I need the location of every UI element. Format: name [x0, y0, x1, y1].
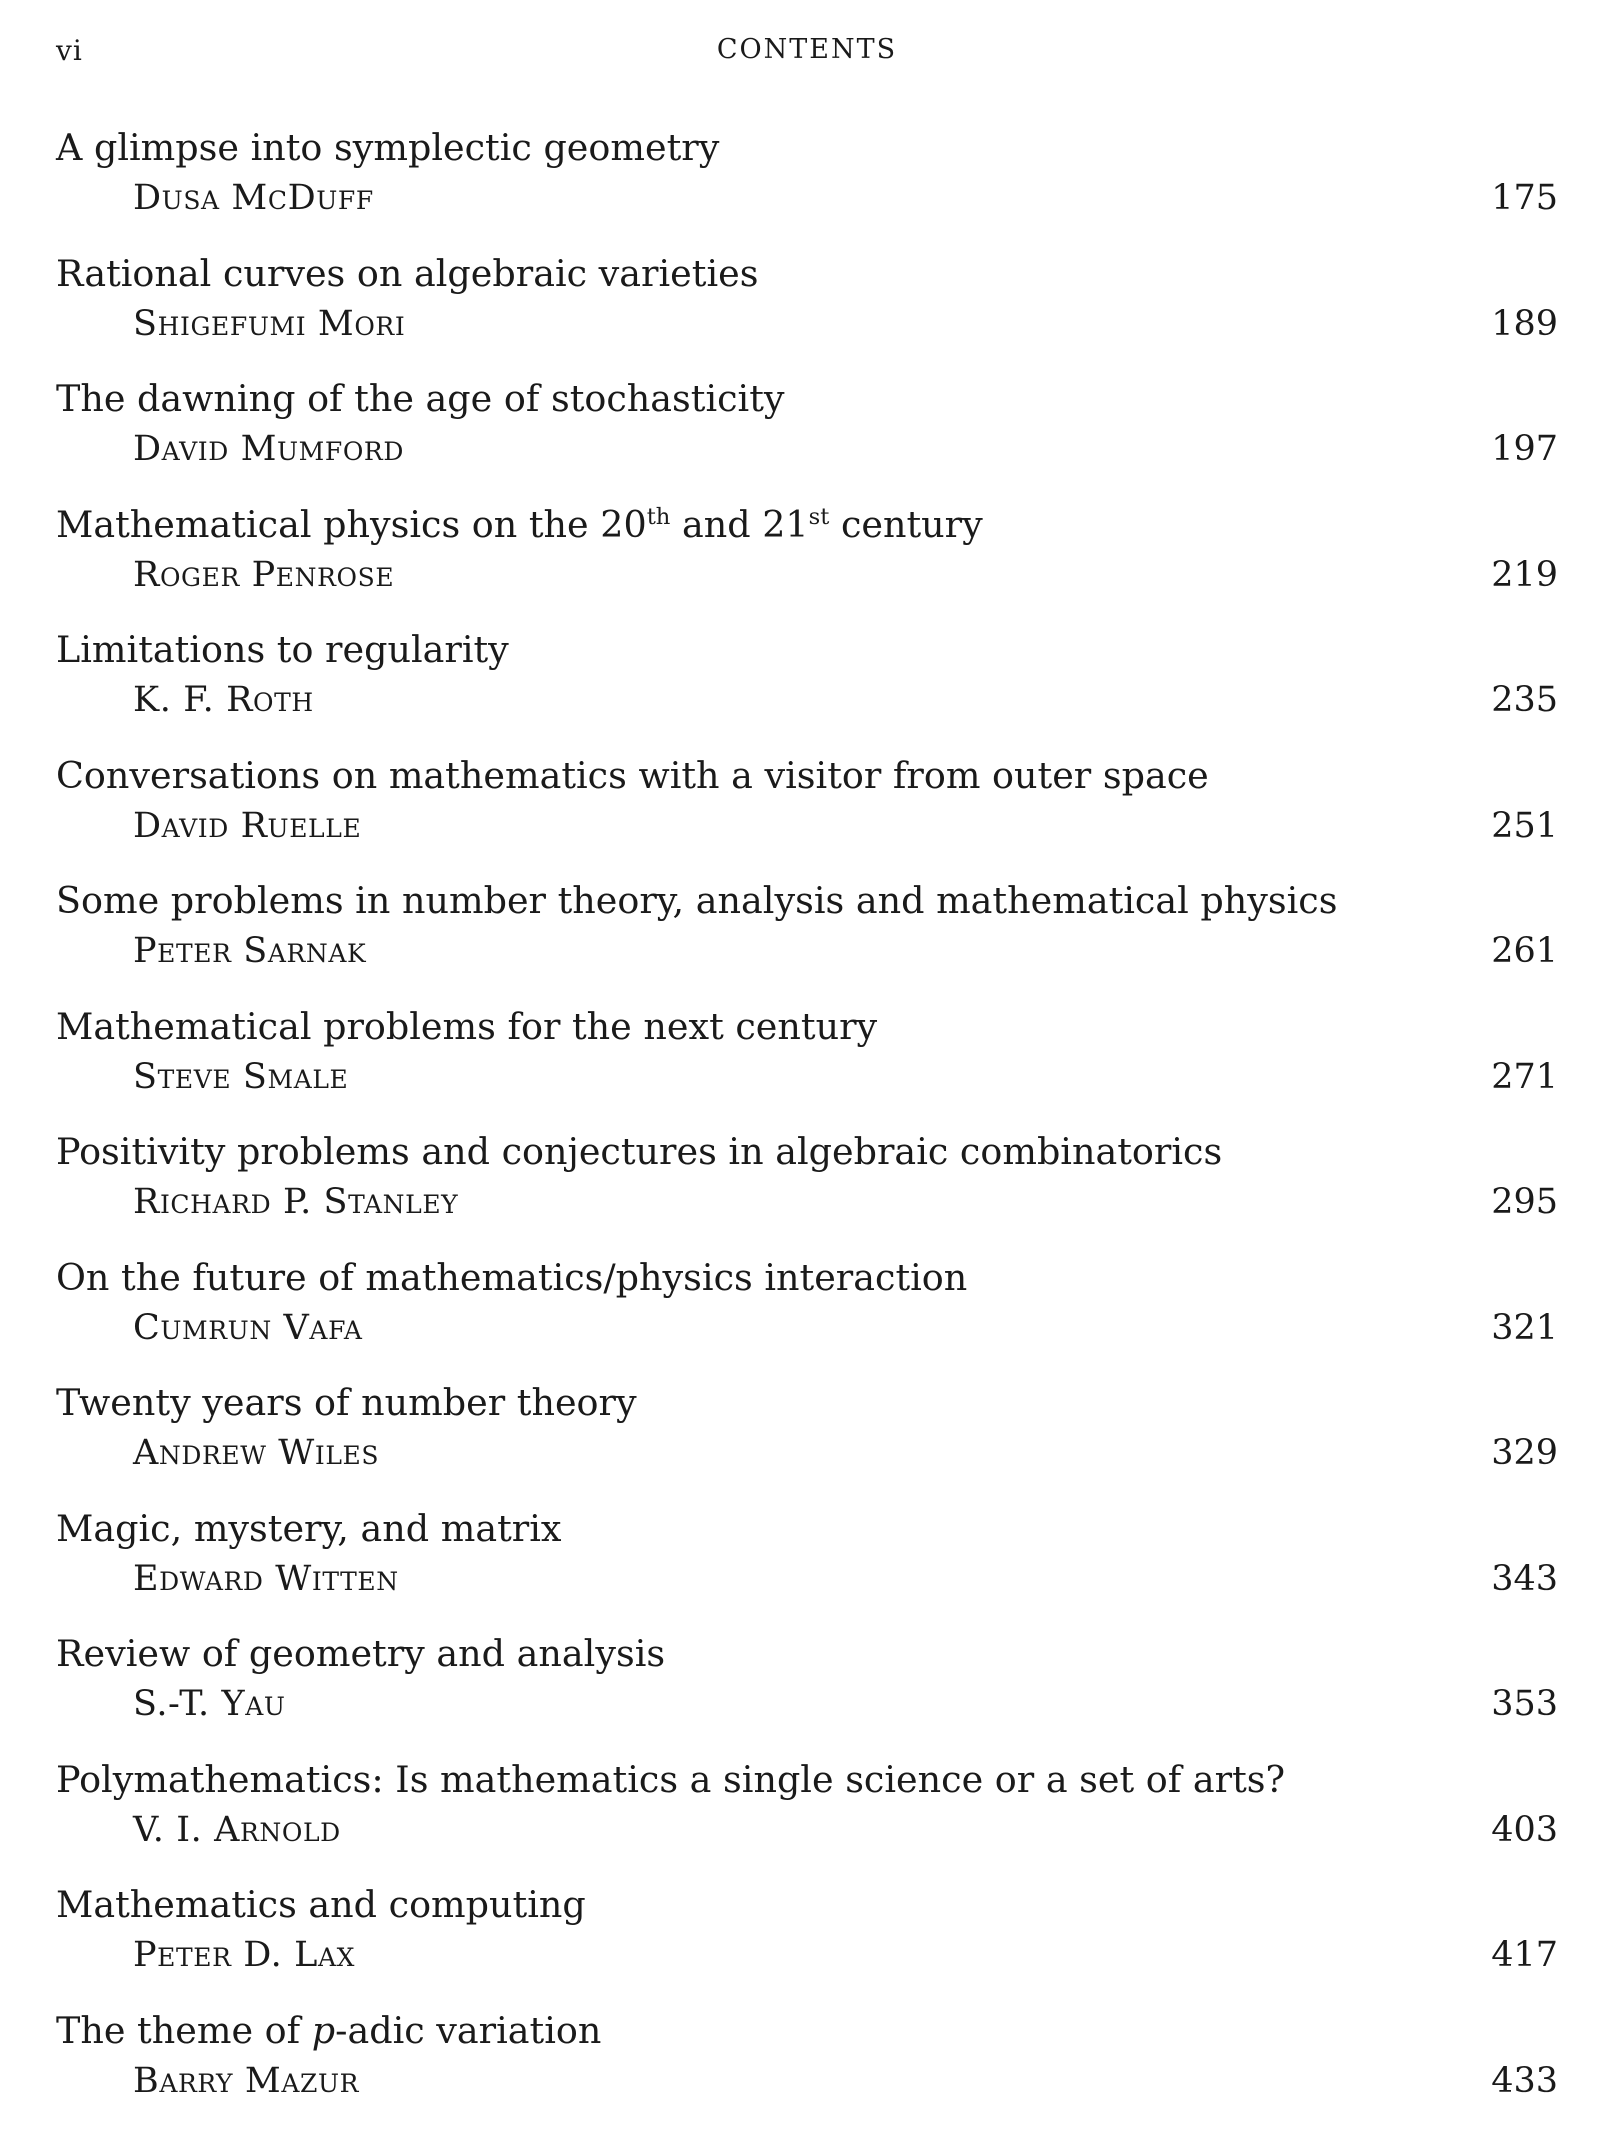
entry-title: Mathematical problems for the next century [56, 1004, 878, 1048]
entry-page-number: 403 [1491, 1809, 1558, 1850]
entry-author: Andrew Wiles [133, 1433, 380, 1473]
entry-title-part: Mathematical physics on the 20 [56, 502, 647, 546]
entry-title [56, 501, 983, 549]
entry-author: Peter Sarnak [133, 931, 367, 971]
entry-page-number: 197 [1491, 429, 1558, 469]
entry-title: Twenty years of number theory [56, 1381, 637, 1424]
entry-title: Limitations to regularity [56, 628, 509, 671]
superscript: th [646, 503, 671, 530]
entry-author: Edward Witten [133, 1558, 399, 1599]
entry-author: Shigefumi Mori [133, 303, 406, 344]
entry-title: Mathematics and computing [56, 1883, 586, 1926]
toc-entry [56, 877, 1558, 1003]
toc-entry [56, 1505, 1558, 1631]
entry-author: Cumrun Vafa [133, 1307, 363, 1348]
entry-title: Some problems in number theory, analysis and mathematical physics [56, 879, 1338, 922]
entry-page-number: 433 [1491, 2060, 1558, 2101]
entry-page-number: 353 [1491, 1684, 1558, 1724]
entry-page-number: 295 [1491, 1182, 1558, 1222]
entry-author: S.-T. Yau [133, 1684, 286, 1724]
toc-entry [56, 124, 1558, 250]
entry-title: On the future of mathematics/physics interaction [56, 1255, 968, 1299]
toc-entry [56, 1128, 1558, 1254]
entry-title-part: The theme of [56, 2008, 312, 2052]
entry-title [56, 2007, 601, 2055]
entry-author: K. F. Roth [133, 680, 314, 720]
toc-entry [56, 626, 1558, 752]
math-variable: p [311, 2008, 336, 2052]
entry-title: Magic, mystery, and matrix [56, 1506, 562, 1550]
entry-title: The dawning of the age of stochasticity [56, 377, 785, 420]
entry-author: David Ruelle [133, 805, 362, 846]
entry-title: A glimpse into symplectic geometry [56, 126, 720, 169]
toc-entry [56, 1254, 1558, 1380]
running-head [56, 34, 1558, 74]
toc-entry [56, 250, 1558, 376]
entry-page-number: 417 [1491, 1935, 1558, 1975]
entry-title-part: and 21 [670, 502, 809, 546]
entry-title: Review of geometry and analysis [56, 1632, 666, 1675]
entry-page-number: 261 [1491, 931, 1558, 971]
toc-entry [56, 752, 1558, 878]
entry-page-number: 343 [1491, 1558, 1558, 1599]
toc-entry [56, 375, 1558, 501]
entry-author: V. I. Arnold [133, 1809, 341, 1850]
entry-author: Dusa McDuff [133, 178, 374, 218]
superscript: st [808, 503, 830, 530]
entry-author: Peter D. Lax [133, 1935, 356, 1975]
entry-page-number: 235 [1491, 680, 1558, 720]
table-of-contents [56, 124, 1558, 2132]
page-number: vi [56, 34, 83, 67]
entry-page-number: 189 [1491, 303, 1558, 344]
entry-page-number: 219 [1491, 554, 1558, 595]
running-head-title: CONTENTS [716, 34, 898, 65]
entry-page-number: 271 [1491, 1056, 1558, 1097]
entry-title-part: -adic variation [335, 2008, 602, 2052]
entry-page-number: 175 [1491, 178, 1558, 218]
entry-page-number: 321 [1491, 1307, 1558, 1348]
entry-title: Polymathematics: Is mathematics a single science or a set of arts? [56, 1757, 1286, 1801]
toc-entry [56, 501, 1558, 627]
toc-entry [56, 1881, 1558, 2007]
entry-page-number: 329 [1491, 1433, 1558, 1473]
toc-entry [56, 2007, 1558, 2133]
entry-author: Roger Penrose [133, 554, 395, 595]
entry-author: Steve Smale [133, 1056, 349, 1097]
entry-page-number: 251 [1491, 805, 1558, 846]
toc-entry [56, 1630, 1558, 1756]
entry-author: Richard P. Stanley [133, 1182, 459, 1222]
entry-title-part: century [829, 502, 983, 546]
entry-author: Barry Mazur [133, 2060, 360, 2101]
entry-title: Positivity problems and conjectures in algebraic combinatorics [56, 1130, 1223, 1173]
entry-author: David Mumford [133, 429, 404, 469]
toc-entry [56, 1003, 1558, 1129]
entry-title: Conversations on mathematics with a visitor from outer space [56, 753, 1209, 797]
toc-entry [56, 1379, 1558, 1505]
toc-entry [56, 1756, 1558, 1882]
entry-title: Rational curves on algebraic varieties [56, 251, 759, 295]
